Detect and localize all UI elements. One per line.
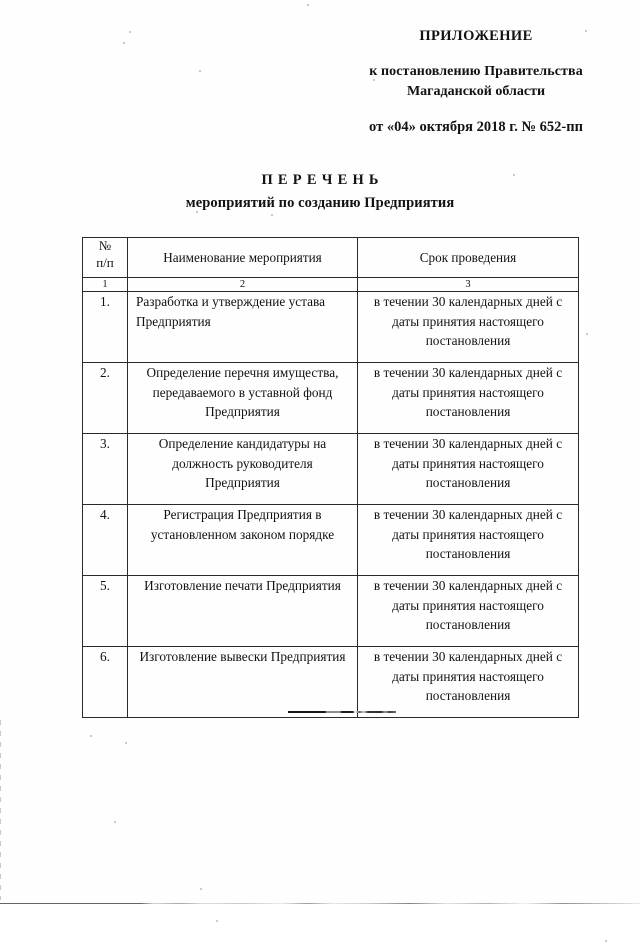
row-term: в течении 30 календарных дней с даты принятия настоящего постановления [358, 434, 579, 505]
scan-speck [129, 31, 131, 33]
scan-speck [114, 821, 116, 823]
scan-speck [586, 333, 588, 335]
resolution-reference-line2: Магаданской области [406, 84, 546, 100]
table-row [83, 576, 579, 647]
column-number-1: 1 [83, 278, 128, 292]
measures-table [82, 237, 579, 718]
column-header-number-line2: п/п [96, 254, 114, 270]
row-term: в течении 30 календарных дней с даты принятия настоящего постановления [358, 363, 579, 434]
scan-speck [307, 4, 309, 6]
scan-speck [216, 920, 218, 922]
table-column-number-row [83, 278, 579, 292]
row-number: 2. [83, 363, 128, 434]
table-header-row [83, 238, 579, 278]
scan-speck [271, 214, 273, 216]
row-term: в течении 30 календарных дней с даты принятия настоящего постановления [358, 647, 579, 718]
resolution-date-number: от «04» октября 2018 г. № 652-пп [369, 119, 583, 136]
scan-speck [125, 742, 127, 744]
column-header-number-line1: № [98, 238, 112, 253]
row-number: 1. [83, 292, 128, 363]
column-header-term [358, 238, 579, 278]
row-measure-name: Регистрация Предприятия в установленном законом порядке [128, 505, 358, 576]
column-header-term-label: Срок проведения [419, 250, 517, 266]
row-number: 4. [83, 505, 128, 576]
resolution-reference [352, 62, 600, 102]
column-header-name-label: Наименование мероприятия [163, 250, 322, 266]
table-row [83, 505, 579, 576]
row-term: в течении 30 календарных дней с даты принятия настоящего постановления [358, 292, 579, 363]
scan-speck [200, 888, 202, 890]
appendix-header [352, 28, 600, 136]
page-title: ПЕРЕЧЕНЬ [261, 172, 384, 188]
row-measure-name: Определение кандидатуры на должность руководителя Предприятия [128, 434, 358, 505]
scan-speck [199, 70, 201, 72]
table-row [83, 363, 579, 434]
scan-speck [90, 735, 92, 737]
scan-speck [123, 42, 125, 44]
row-term: в течении 30 календарных дней с даты принятия настоящего постановления [358, 505, 579, 576]
document-title-block [0, 172, 640, 213]
column-number-3: 3 [358, 278, 579, 292]
row-term: в течении 30 календарных дней с даты принятия настоящего постановления [358, 576, 579, 647]
row-number: 5. [83, 576, 128, 647]
row-measure-name: Изготовление вывески Предприятия [128, 647, 358, 718]
scan-edge-left [0, 720, 1, 900]
row-number: 6. [83, 647, 128, 718]
row-measure-name: Разработка и утверждение устава Предприятия [128, 292, 358, 363]
row-number: 3. [83, 434, 128, 505]
table-row [83, 434, 579, 505]
resolution-reference-line1: к постановлению Правительства [369, 64, 583, 80]
appendix-title: ПРИЛОЖЕНИЕ [419, 28, 533, 44]
column-header-name [128, 238, 358, 278]
page-subtitle: мероприятий по созданию Предприятия [185, 195, 455, 212]
table-row [83, 292, 579, 363]
scan-edge-bottom [0, 903, 640, 904]
table-row [83, 647, 579, 718]
row-measure-name: Изготовление печати Предприятия [128, 576, 358, 647]
row-measure-name: Определение перечня имущества, передаваемого в уставной фонд Предприятия [128, 363, 358, 434]
column-number-2: 2 [128, 278, 358, 292]
end-of-document-rule [288, 711, 396, 713]
column-header-number [83, 238, 128, 278]
